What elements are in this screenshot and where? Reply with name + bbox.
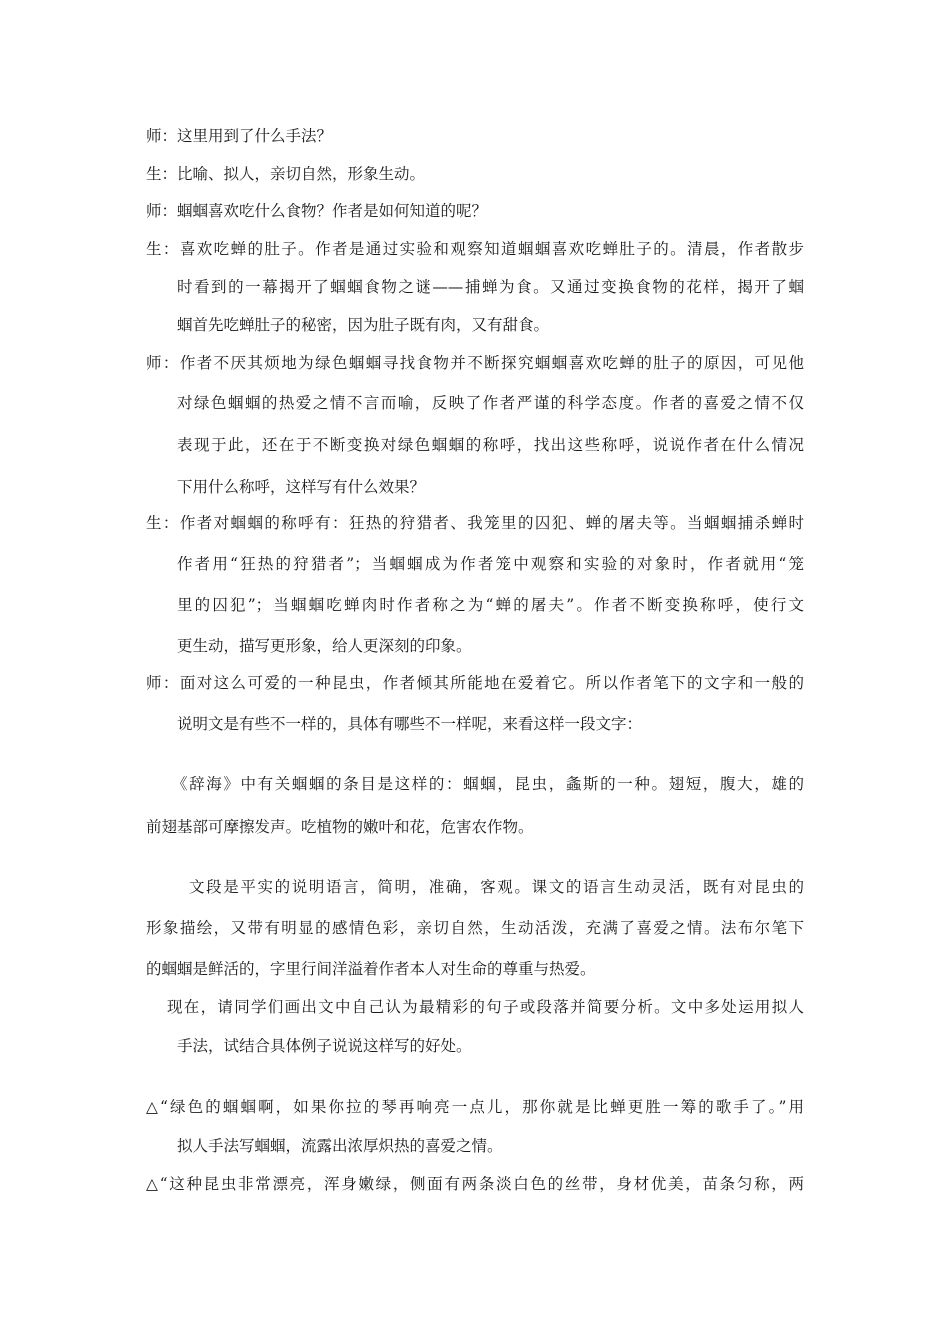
dialogue-line: 师：这里用到了什么手法？ (146, 127, 333, 145)
example-item-continued: 拟人手法写蝈蝈，流露出浓厚炽热的喜爱之情。 (177, 1137, 503, 1155)
dialogue-line: 生：作者对蝈蝈的称呼有：狂热的狩猎者、我笼里的囚犯、蝉的屠夫等。当蝈蝈捕杀蝉时 (146, 514, 804, 532)
dialogue-line: 师：面对这么可爱的一种昆虫，作者倾其所能地在爱着它。所以作者笔下的文字和一般的 (146, 674, 804, 692)
dialogue-line: 师：蝈蝈喜欢吃什么食物？作者是如何知道的呢？ (146, 202, 488, 220)
dialogue-line-continued: 里的囚犯”；当蝈蝈吃蝉肉时作者称之为“蝉的屠夫”。作者不断变换称呼，使行文 (177, 596, 804, 614)
dialogue-line: 生：喜欢吃蝉的肚子。作者是通过实验和观察知道蝈蝈喜欢吃蝉肚子的。清晨，作者散步 (146, 240, 804, 258)
dialogue-line: 生：比喻、拟人，亲切自然，形象生动。 (146, 165, 426, 183)
dialogue-line-continued: 说明文是有些不一样的，具体有哪些不一样呢，来看这样一段文字： (177, 715, 643, 733)
task-paragraph: 现在，请同学们画出文中自己认为最精彩的句子或段落并简要分析。文中多处运用拟人 (167, 998, 804, 1016)
example-item: △“这种昆虫非常漂亮，浑身嫩绿，侧面有两条淡白色的丝带，身材优美，苗条匀称，两 (146, 1175, 804, 1193)
dialogue-line-continued: 更生动，描写更形象，给人更深刻的印象。 (177, 637, 472, 655)
analysis-paragraph: 的蝈蝈是鲜活的，字里行间洋溢着作者本人对生命的尊重与热爱。 (146, 960, 596, 978)
dialogue-line-continued: 表现于此，还在于不断变换对绿色蝈蝈的称呼，找出这些称呼，说说作者在什么情况 (177, 436, 804, 454)
example-item: △“绿色的蝈蝈啊，如果你拉的琴再响亮一点儿，那你就是比蝉更胜一筹的歌手了。”用 (146, 1098, 804, 1116)
dialogue-line-continued: 作者用“狂热的狩猎者”；当蝈蝈成为作者笼中观察和实验的对象时，作者就用“笼 (177, 555, 804, 573)
dialogue-line: 师：作者不厌其烦地为绿色蝈蝈寻找食物并不断探究蝈蝈喜欢吃蝉的肚子的原因，可见他 (146, 354, 804, 372)
analysis-paragraph: 形象描绘，又带有明显的感情色彩，亲切自然，生动活泼，充满了喜爱之情。法布尔笔下 (146, 919, 804, 937)
dialogue-line-continued: 蝈首先吃蝉肚子的秘密，因为肚子既有肉，又有甜食。 (177, 316, 550, 334)
analysis-paragraph: 文段是平实的说明语言，简明，准确，客观。课文的语言生动灵活，既有对昆虫的 (189, 878, 804, 896)
quoted-passage: 《辞海》中有关蝈蝈的条目是这样的：蝈蝈，昆虫，螽斯的一种。翅短，腹大，雄的 (172, 775, 804, 793)
quoted-passage: 前翅基部可摩擦发声。吃植物的嫩叶和花，危害农作物。 (146, 818, 534, 836)
task-paragraph: 手法，试结合具体例子说说这样写的好处。 (177, 1037, 472, 1055)
dialogue-line-continued: 对绿色蝈蝈的热爱之情不言而喻，反映了作者严谨的科学态度。作者的喜爱之情不仅 (177, 394, 804, 412)
dialogue-line-continued: 下用什么称呼，这样写有什么效果？ (177, 478, 426, 496)
dialogue-line-continued: 时看到的一幕揭开了蝈蝈食物之谜——捕蝉为食。又通过变换食物的花样，揭开了蝈 (177, 278, 804, 296)
